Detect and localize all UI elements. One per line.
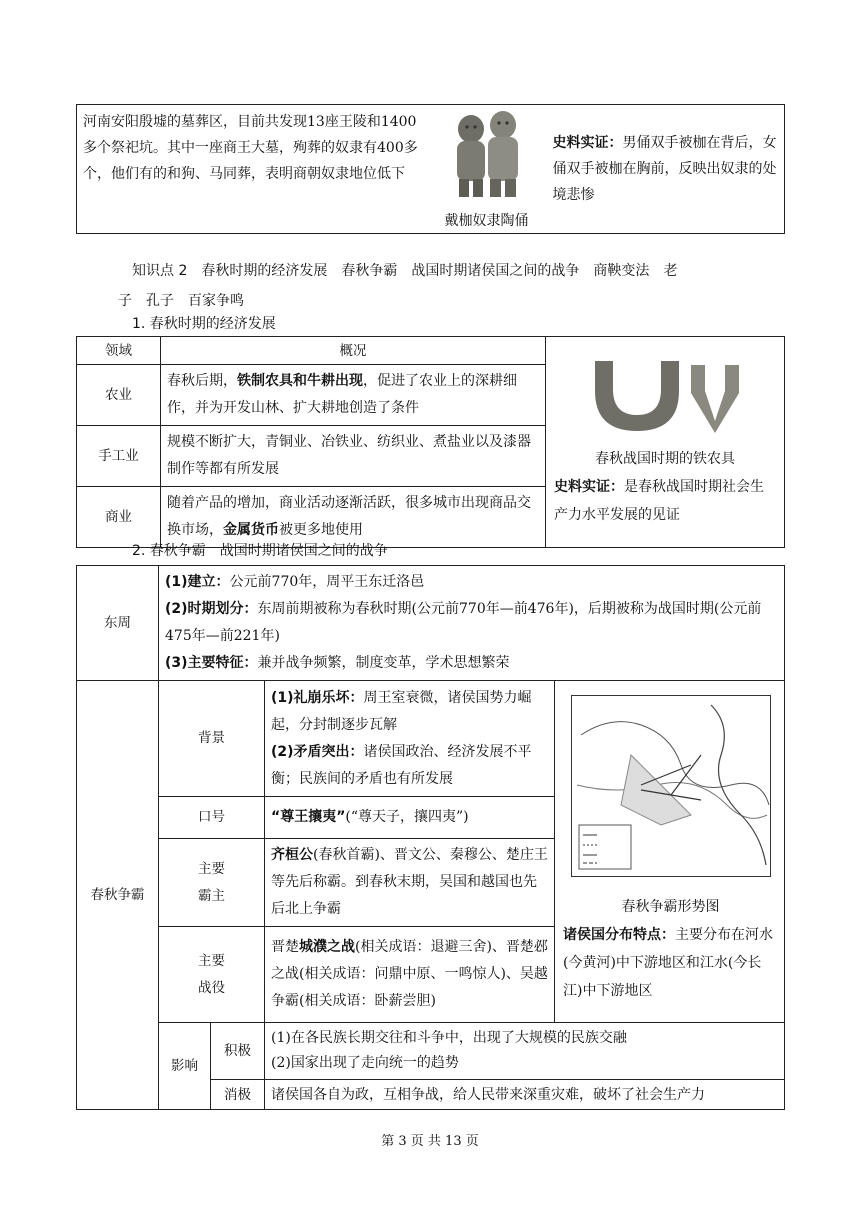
- dongzhou-founding: (1)建立：公元前770年，周平王东迁洛邑: [165, 574, 425, 590]
- battle-content: 晋楚城濮之战(相关成语：退避三舍)、晋楚邲之战(相关成语：问鼎中原、一鸣惊人)、吴越争霸(相关成语：卧薪尝胆): [265, 927, 555, 1023]
- map-cell: [555, 681, 785, 1023]
- hegemon-label: 主要霸主: [159, 839, 265, 927]
- evidence-text: 是春秋战国时期社会生产力水平发展的见证: [554, 479, 764, 523]
- slave-figurine-image: [441, 107, 533, 201]
- economy-table: [76, 336, 785, 548]
- impact-label: 影响: [159, 1023, 211, 1110]
- dongzhou-features: (3)主要特征：兼并战争频繁，制度变革，学术思想繁荣: [165, 655, 510, 671]
- negative-label: 消极: [211, 1080, 265, 1110]
- figurine-evidence: [547, 105, 785, 234]
- field-handicraft: 手工业: [77, 426, 161, 487]
- evidence-text: 男俑双手被枷在背后，女俑双手被枷在胸前，反映出奴隶的处境悲惨: [552, 135, 777, 203]
- map-note: 诸侯国分布特点：主要分布在河水(今黄河)中下游地区和江水(今长江)中下游地区: [563, 927, 773, 999]
- positive-content: (1)在各民族长期交往和斗争中，出现了大规模的民族交融 (2)国家出现了走向统一的趋势: [265, 1023, 785, 1080]
- knowledge-point-line2: 子 孔子 百家争鸣: [118, 293, 244, 309]
- map-caption: 春秋争霸形势图: [621, 899, 720, 915]
- section2-title: 2. 春秋争霸 战国时期诸侯国之间的战争: [132, 543, 388, 559]
- iron-tools-evidence: [554, 473, 776, 529]
- background-label: 背景: [159, 681, 265, 797]
- field-commerce: 商业: [77, 487, 161, 548]
- overview-commerce: 随着产品的增加，商业活动逐渐活跃，很多城市出现商品交换市场，金属货币被更多地使用: [161, 487, 546, 548]
- slave-burial-box: [76, 104, 785, 234]
- background-content: (1)礼崩乐坏：周王室衰微，诸侯国势力崛起，分封制逐步瓦解 (2)矛盾突出：诸侯国政治、经济发展不平衡；民族间的矛盾也有所发展: [265, 681, 555, 797]
- dongzhou-periods: (2)时期划分：东周前期被称为春秋时期(公元前770年—前476年)，后期被称为战国时期(公元前475年—前221年): [165, 601, 762, 644]
- page-footer: 第 3 页 共 13 页: [381, 1134, 479, 1149]
- overview-agriculture: 春秋后期，铁制农具和牛耕出现，促进了农业上的深耕细作，并为开发山林、扩大耕地创造了条件: [161, 365, 546, 426]
- battle-label: 主要战役: [159, 927, 265, 1023]
- header-field: 领域: [77, 337, 161, 365]
- iron-tools-image: [575, 355, 755, 435]
- positive-label: 积极: [211, 1023, 265, 1080]
- negative-content: 诸侯国各自为政，互相争战，给人民带来深重灾难，破坏了社会生产力: [265, 1080, 785, 1110]
- knowledge-point-line1: 知识点 2 春秋时期的经济发展 春秋争霸 战国时期诸侯国之间的战争 商鞅变法 老: [132, 263, 678, 279]
- hegemony-table: [76, 565, 785, 1110]
- hegemony-map-image: [571, 695, 771, 877]
- dongzhou-label: 东周: [77, 566, 159, 681]
- section1-title: 1. 春秋时期的经济发展: [132, 316, 276, 332]
- figurine-caption: 戴枷奴隶陶俑: [444, 213, 529, 229]
- dongzhou-content: [159, 566, 785, 681]
- iron-tools-caption: 春秋战国时期的铁农具: [595, 451, 735, 467]
- knowledge-point-heading: [118, 256, 772, 316]
- evidence-label: 史料实证：: [552, 135, 623, 151]
- chunqiu-label: 春秋争霸: [77, 681, 159, 1110]
- burial-description: 河南安阳殷墟的墓葬区，目前共发现13座王陵和1400多个祭祀坑。其中一座商王大墓，殉葬的奴隶有400多个，他们有的和狗、马同葬，表明商朝奴隶地位低下: [77, 105, 427, 234]
- slogan-content: “尊王攘夷”(“尊天子，攘四夷”): [265, 797, 555, 839]
- overview-handicraft: 规模不断扩大，青铜业、冶铁业、纺织业、煮盐业以及漆器制作等都有所发展: [161, 426, 546, 487]
- hegemon-content: 齐桓公(春秋首霸)、晋文公、秦穆公、楚庄王等先后称霸。到春秋末期，吴国和越国也先后北上争霸: [265, 839, 555, 927]
- field-agriculture: 农业: [77, 365, 161, 426]
- slogan-label: 口号: [159, 797, 265, 839]
- evidence-label: 史料实证：: [554, 479, 624, 495]
- header-overview: 概况: [161, 337, 546, 365]
